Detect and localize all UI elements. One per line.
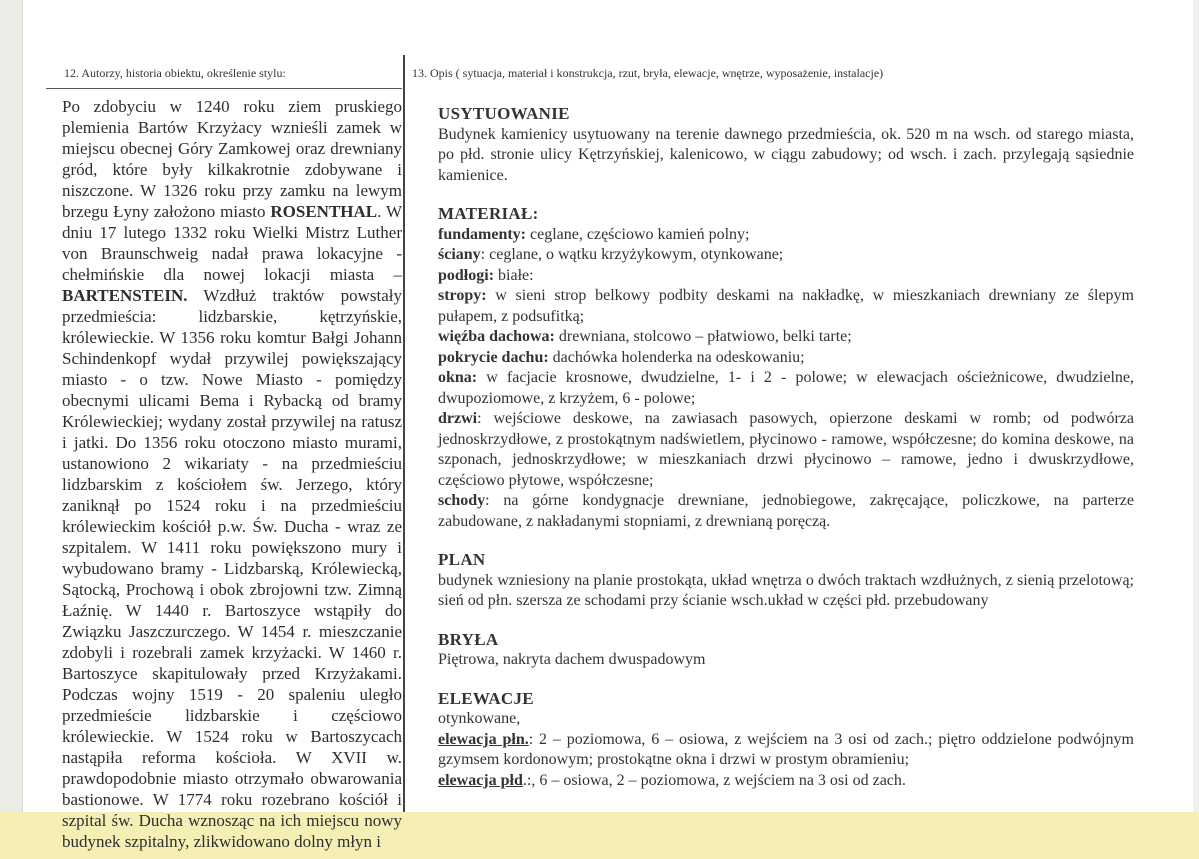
material-item bbox=[438, 327, 1134, 348]
material-label: fundamenty: bbox=[438, 225, 527, 243]
history-text bbox=[62, 96, 402, 852]
elewacja-pln bbox=[438, 730, 1134, 771]
history-part-3: Wzdłuż traktów powstały przedmieścia: lidzbarskie, kętrzyńskie, królewieckie. W 1356 roku komtur Bałgi Johann Schindenkopf wydał przywilej powiększający miasto - o tzw. Nowe Miasto - pomiędzy obecnymi ulicami Bema i Rybacką od bramy Królewieckiej; wydany został przywilej na ratusz i jatki. Do 1356 roku otoczono miasto murami, ustanowiono 2 wikariaty - na przedmieściu lidzbarskim z kościołem św. Jerzego, który zaniknął po 1524 roku i na przedmieściu królewieckim kościół p.w. Św. Ducha - wraz ze szpitalem. W 1411 roku powiększono mury i wybudowano bramy - Lidzbarską, Królewiecką, Sątocką, Prochową i obok zbrojowni tzw. Zimną Łaźnię. W 1440 r. Bartoszyce wstąpiły do Związku Jaszczurczego. W 1454 r. mieszczanie zdobyli i rozebrali zamek krzyżacki. W 1460 r. Bartoszyce skapitulowały przed Krzyżakami. Podczas wojny 1519 - 20 spaleniu uległo przedmieście lidzbarskie i częściowo królewieckie. W 1524 roku w Bartoszycach nastąpiła reforma kościoła. W XVII w. prawdopodobnie miasto otrzymało obwarowania bastionowe. W 1774 roku rozebrano kościół i szpital św. Ducha wznosząc na ich miejscu nowy budynek szpitalny, zlikwidowano dolny młyn i bbox=[62, 286, 402, 851]
right-column-header: 13. Opis ( sytuacja, materiał i konstrukcja, rzut, bryła, elewacje, wnętrze, wyposażenie, instalacje) bbox=[412, 66, 884, 80]
material-item bbox=[438, 368, 1134, 409]
material-label: pokrycie dachu: bbox=[438, 348, 549, 366]
history-bold-bartenstein: BARTENSTEIN. bbox=[62, 286, 188, 305]
material-label: ściany bbox=[438, 246, 481, 263]
elewacje-intro: otynkowane, bbox=[438, 710, 521, 727]
material-item bbox=[438, 266, 1134, 287]
left-column-header: 12. Autorzy, historia obiektu, określenie stylu: bbox=[64, 66, 286, 80]
material-text: w sieni strop belkowy podbity deskami na nakładkę, w mieszkaniach drewniany ze ślepym pułapem, z podsufitką; bbox=[438, 287, 1134, 325]
material-text: : na górne kondygnacje drewniane, jednobiegowe, zakręcające, policzkowe, na parterze zabudowane, z nakładanymi stopniami, z drewnianą poręczą. bbox=[438, 492, 1134, 530]
material-item bbox=[438, 409, 1134, 491]
material-text: dachówka holenderka na odeskowaniu; bbox=[548, 348, 805, 366]
elewacja-pld bbox=[438, 771, 1134, 792]
elewacja-pld-text: .:, 6 – osiowa, 2 – poziomowa, z wejściem na 3 osi od zach. bbox=[522, 771, 906, 789]
description-text bbox=[438, 104, 1134, 791]
elewacja-pln-label: elewacja płn. bbox=[438, 730, 529, 748]
elewacje-title: ELEWACJE bbox=[438, 688, 534, 708]
usytuowanie-title: USYTUOWANIE bbox=[438, 104, 570, 123]
elewacja-pln-text: : 2 – poziomowa, 6 – osiowa, z wejściem na 3 osi od zach.; piętro oddzielone podwójnym gzymsem kordonowym; prostokątne okna i drzwi w prostym obramieniu; bbox=[438, 730, 1135, 768]
material-text: ceglane, częściowo kamień polny; bbox=[526, 225, 750, 243]
plan-body: budynek wzniesiony na planie prostokąta, układ wnętrza o dwóch traktach wzdłużnych, z sienią przelotową; sień od płn. szersza ze schodami przy ścianie wsch.układ w części płd. przebudowany bbox=[438, 571, 1134, 609]
history-bold-rosenthal: ROSENTHAL bbox=[270, 202, 378, 221]
material-title: MATERIAŁ: bbox=[438, 204, 539, 223]
elewacja-pld-label: elewacja płd bbox=[438, 771, 523, 789]
material-label: drzwi bbox=[438, 410, 478, 427]
material-text: drewniana, stolcowo – płatwiowo, belki tarte; bbox=[554, 328, 852, 345]
scan-left-margin bbox=[0, 0, 22, 812]
material-label: podłogi: bbox=[438, 266, 495, 284]
material-label: więźba dachowa: bbox=[438, 328, 555, 345]
material-item bbox=[438, 348, 1134, 369]
material-item bbox=[438, 286, 1134, 327]
material-item bbox=[438, 225, 1134, 246]
history-part-2: . W dniu 17 lutego 1332 roku Wielki Mistrz Luther von Braunschweig nadał prawa lokacyjne - chełmińskie dla nowej lokacji miasta – bbox=[62, 202, 402, 284]
material-label: schody bbox=[438, 492, 486, 509]
bryla-body: Piętrowa, nakryta dachem dwuspadowym bbox=[438, 651, 706, 668]
usytuowanie-body: Budynek kamienicy usytuowany na terenie dawnego przedmieścia, ok. 520 m na wsch. od starego miasta, po płd. stronie ulicy Kętrzyńskiej, kalenicowo, w ciągu zabudowy; od wsch. i zach. przylegają sąsiednie kamienice. bbox=[438, 125, 1134, 184]
column-divider bbox=[403, 55, 405, 812]
material-text: w facjacie krosnowe, dwudzielne, 1- i 2 - polowe; w elewacjach ościeżnicowe, dwudzielne, dwupoziomowe, z krzyżem, 6 - polowe; bbox=[438, 369, 1134, 407]
header-rule bbox=[46, 88, 402, 89]
history-part-1: Po zdobyciu w 1240 roku ziem pruskiego plemienia Bartów Krzyżacy wznieśli zamek w miejscu obecnej Góry Zamkowej oraz drewniany gród, które były kilkakrotnie zdobywane i niszczone. W 1326 roku przy zamku na lewym brzegu Łyny założono miasto bbox=[62, 97, 402, 221]
material-item bbox=[438, 491, 1134, 532]
material-text: : wejściowe deskowe, na zawiasach pasowych, opierzone deskami w romb; od podwórza jednoskrzydłowe, z prostokątnym nadświetlem, płycinowo - ramowe, współczesne; do komina deskowe, na szponach, jednoskrzydłowe; w mieszkaniach drzwi płycinowo – ramowe, jedno i dwuskrzydłowe, częściowo płytowe, współczesne; bbox=[438, 410, 1134, 489]
material-label: okna: bbox=[438, 369, 478, 386]
plan-title: PLAN bbox=[438, 550, 486, 569]
material-label: stropy: bbox=[438, 287, 487, 304]
bryla-title: BRYŁA bbox=[438, 629, 499, 649]
material-text: białe: bbox=[494, 266, 534, 284]
material-text: : ceglane, o wątku krzyżykowym, otynkowane; bbox=[480, 246, 784, 263]
material-item bbox=[438, 245, 1134, 266]
